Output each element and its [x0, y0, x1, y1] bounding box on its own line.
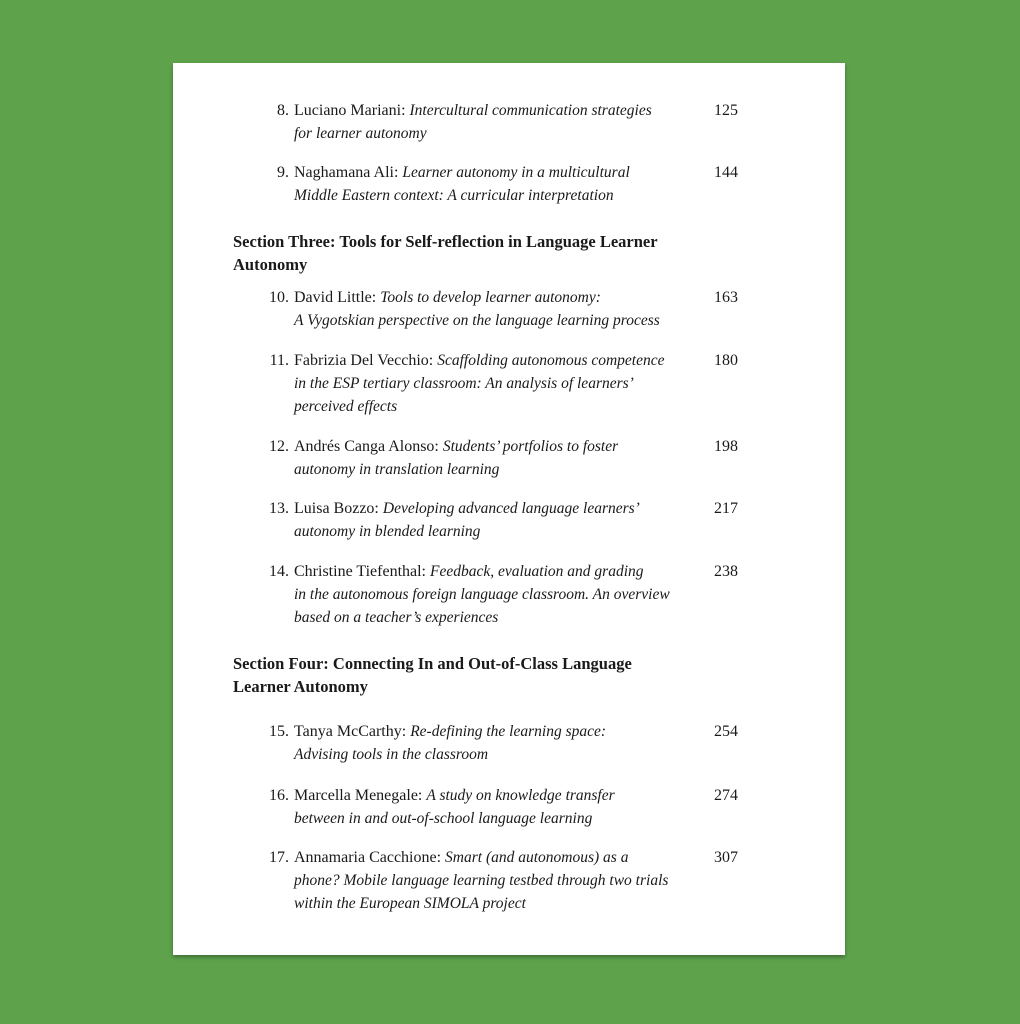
entry-page-number: 238	[714, 563, 738, 580]
toc-entry[interactable]	[261, 720, 738, 766]
entry-title-line: Tools to develop learner autonomy:	[380, 289, 601, 306]
entry-text	[294, 349, 714, 418]
section-heading	[233, 230, 773, 276]
entry-author: Marcella Menegale:	[294, 787, 423, 804]
entry-number: 16.	[269, 787, 289, 804]
entry-number: 9.	[277, 164, 289, 181]
entry-title-line: phone? Mobile language learning testbed through two trials	[294, 872, 669, 889]
entry-page-number: 198	[714, 438, 738, 455]
entry-author: Luciano Mariani:	[294, 102, 406, 119]
entry-text	[294, 720, 714, 766]
entry-author: Naghamana Ali:	[294, 164, 399, 181]
entry-page-number: 307	[714, 849, 738, 866]
entry-text	[294, 784, 714, 830]
entry-title-line: for learner autonomy	[294, 125, 427, 142]
entry-title-line: autonomy in blended learning	[294, 523, 481, 540]
entry-text	[294, 435, 714, 481]
entry-title-line: Developing advanced language learners’	[382, 500, 640, 517]
entry-title-line: in the ESP tertiary classroom: An analysis of learners’	[294, 375, 634, 392]
toc-entry[interactable]	[261, 286, 738, 332]
entry-author: Annamaria Cacchione:	[294, 849, 442, 866]
entry-number: 10.	[269, 289, 289, 306]
toc-entry[interactable]	[261, 846, 738, 915]
section-heading-line: Learner Autonomy	[233, 677, 368, 696]
entry-title-line: A study on knowledge transfer	[426, 787, 615, 804]
entry-title-line: Advising tools in the classroom	[294, 746, 489, 763]
entry-author: Luisa Bozzo:	[294, 500, 379, 517]
entry-number: 14.	[269, 563, 289, 580]
entry-page-number: 144	[714, 164, 738, 181]
entry-page-number: 125	[714, 102, 738, 119]
document-page	[173, 63, 845, 955]
toc-entry[interactable]	[261, 497, 738, 543]
entry-author: Tanya McCarthy:	[294, 723, 407, 740]
entry-author: Andrés Canga Alonso:	[294, 438, 439, 455]
entry-page-number: 274	[714, 787, 738, 804]
entry-page-number: 163	[714, 289, 738, 306]
entry-number: 15.	[269, 723, 289, 740]
entry-title-line: Learner autonomy in a multicultural	[402, 164, 630, 181]
entry-page-number: 217	[714, 500, 738, 517]
entry-text	[294, 560, 714, 629]
entry-title-line: Students’ portfolios to foster	[442, 438, 619, 455]
entry-title-line: between in and out-of-school language learning	[294, 810, 593, 827]
entry-text	[294, 497, 714, 543]
section-heading	[233, 652, 773, 698]
entry-title-line: Intercultural communication strategies	[409, 102, 652, 119]
entry-author: David Little:	[294, 289, 377, 306]
section-heading-line: Section Four: Connecting In and Out-of-Class Language	[233, 654, 632, 673]
toc-entry[interactable]	[261, 784, 738, 830]
entry-number: 12.	[269, 438, 289, 455]
entry-text	[294, 161, 714, 207]
entry-author: Christine Tiefenthal:	[294, 563, 426, 580]
entry-text	[294, 286, 714, 332]
toc-entry[interactable]	[261, 161, 738, 207]
section-heading-line: Section Three: Tools for Self-reflection in Language Learner	[233, 232, 658, 251]
entry-number: 13.	[269, 500, 289, 517]
entry-title-line: perceived effects	[294, 398, 398, 415]
section-heading-line: Autonomy	[233, 255, 308, 274]
toc-entry[interactable]	[261, 349, 738, 418]
entry-text	[294, 846, 714, 915]
entry-title-line: Feedback, evaluation and grading	[430, 563, 644, 580]
entry-text	[294, 99, 714, 145]
entry-title-line: Re-defining the learning space:	[410, 723, 607, 740]
entry-title-line: autonomy in translation learning	[294, 461, 500, 478]
entry-page-number: 254	[714, 723, 738, 740]
entry-title-line: in the autonomous foreign language classroom. An overview	[294, 586, 670, 603]
entry-title-line: based on a teacher’s experiences	[294, 609, 499, 626]
entry-title-line: Middle Eastern context: A curricular interpretation	[294, 187, 614, 204]
toc-entry[interactable]	[261, 560, 738, 629]
entry-title-line: within the European SIMOLA project	[294, 895, 526, 912]
entry-number: 17.	[269, 849, 289, 866]
entry-title-line: A Vygotskian perspective on the language learning process	[294, 312, 660, 329]
entry-number: 8.	[277, 102, 289, 119]
entry-page-number: 180	[714, 352, 738, 369]
entry-title-line: Smart (and autonomous) as a	[445, 849, 629, 866]
toc-entry[interactable]	[261, 99, 738, 145]
entry-title-line: Scaffolding autonomous competence	[437, 352, 665, 369]
entry-author: Fabrizia Del Vecchio:	[294, 352, 434, 369]
entry-number: 11.	[269, 352, 289, 369]
toc-entry[interactable]	[261, 435, 738, 481]
